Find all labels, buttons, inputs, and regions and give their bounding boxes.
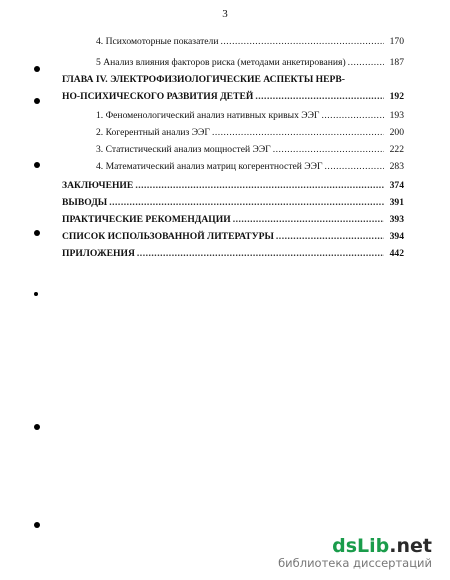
toc-entry-page: 222 [389, 144, 404, 155]
toc-chapter-heading [62, 91, 404, 103]
toc-entry-page: 193 [389, 110, 404, 121]
logo-part-dslib: dsLib [332, 535, 390, 557]
toc-leader-dots [135, 180, 384, 192]
toc-entry [96, 36, 404, 48]
toc-entry-page: 283 [389, 161, 404, 172]
toc-section-heading [62, 197, 404, 209]
toc-section-heading [62, 248, 404, 260]
toc-entry-page: 187 [389, 57, 404, 68]
toc-leader-dots [321, 110, 384, 122]
toc-entry-title: 5 Анализ влияния факторов риска (методами анкетирования) [96, 57, 346, 68]
punch-hole-mark [34, 230, 40, 236]
toc-leader-dots [212, 127, 384, 139]
toc-entry-page: 393 [389, 214, 404, 225]
toc-section-heading [62, 214, 404, 226]
punch-hole-mark [34, 424, 40, 430]
toc-section-heading [62, 180, 404, 192]
toc-entry [96, 161, 404, 173]
punch-hole-mark [34, 522, 40, 528]
toc-entry-page: 394 [389, 231, 404, 242]
toc-leader-dots [220, 36, 384, 48]
toc-entry-title: 1. Феноменологический анализ нативных кривых ЭЭГ [96, 110, 320, 121]
toc-leader-dots [325, 161, 384, 173]
toc-entry-title: ПРИЛОЖЕНИЯ [62, 248, 135, 259]
toc-entry-title: 2. Когерентный анализ ЭЭГ [96, 127, 210, 138]
toc-entry-page: 442 [389, 248, 404, 259]
toc-entry [96, 110, 404, 122]
toc-chapter-heading [62, 74, 404, 86]
toc-leader-dots [273, 144, 384, 156]
watermark-subtitle: библиотека диссертаций [278, 556, 432, 570]
toc-entry-title: СПИСОК ИСПОЛЬЗОВАННОЙ ЛИТЕРАТУРЫ [62, 231, 274, 242]
toc-entry-page: 170 [389, 36, 404, 47]
toc-entry-page: 374 [389, 180, 404, 191]
toc-leader-dots [276, 231, 384, 243]
toc-entry-title: ВЫВОДЫ [62, 197, 108, 208]
toc-entry [96, 57, 404, 69]
toc-section-heading [62, 231, 404, 243]
toc-entry [96, 144, 404, 156]
toc-leader-dots [233, 214, 384, 226]
dslib-logo [278, 536, 432, 556]
dslib-watermark[interactable] [278, 536, 432, 570]
toc-entry-page: 200 [389, 127, 404, 138]
toc-entry-title: НО-ПСИХИЧЕСКОГО РАЗВИТИЯ ДЕТЕЙ [62, 91, 254, 102]
toc-entry-title: ГЛАВА IV. ЭЛЕКТРОФИЗИОЛОГИЧЕСКИЕ АСПЕКТЫ НЕРВ- [62, 74, 345, 85]
toc-leader-dots [348, 57, 384, 69]
toc-leader-dots [255, 91, 384, 103]
logo-part-net: .net [389, 535, 432, 557]
toc-leader-dots [109, 197, 384, 209]
punch-hole-mark [34, 66, 40, 72]
toc-entry-title: 4. Математический анализ матриц когерентностей ЭЭГ [96, 161, 323, 172]
toc-entry-title: ПРАКТИЧЕСКИЕ РЕКОМЕНДАЦИИ [62, 214, 231, 225]
toc-entry-page: 391 [389, 197, 404, 208]
toc-entry-title: ЗАКЛЮЧЕНИЕ [62, 180, 134, 191]
punch-hole-mark [34, 162, 40, 168]
punch-hole-mark [34, 292, 38, 296]
punch-hole-mark [34, 98, 40, 104]
toc-leader-dots [137, 248, 384, 260]
toc-entry [96, 127, 404, 139]
toc-entry-title: 4. Психомоторные показатели [96, 36, 219, 47]
toc-entry-title: 3. Статистический анализ мощностей ЭЭГ [96, 144, 271, 155]
toc-entry-page: 192 [389, 91, 404, 102]
page-number: 3 [222, 8, 228, 20]
